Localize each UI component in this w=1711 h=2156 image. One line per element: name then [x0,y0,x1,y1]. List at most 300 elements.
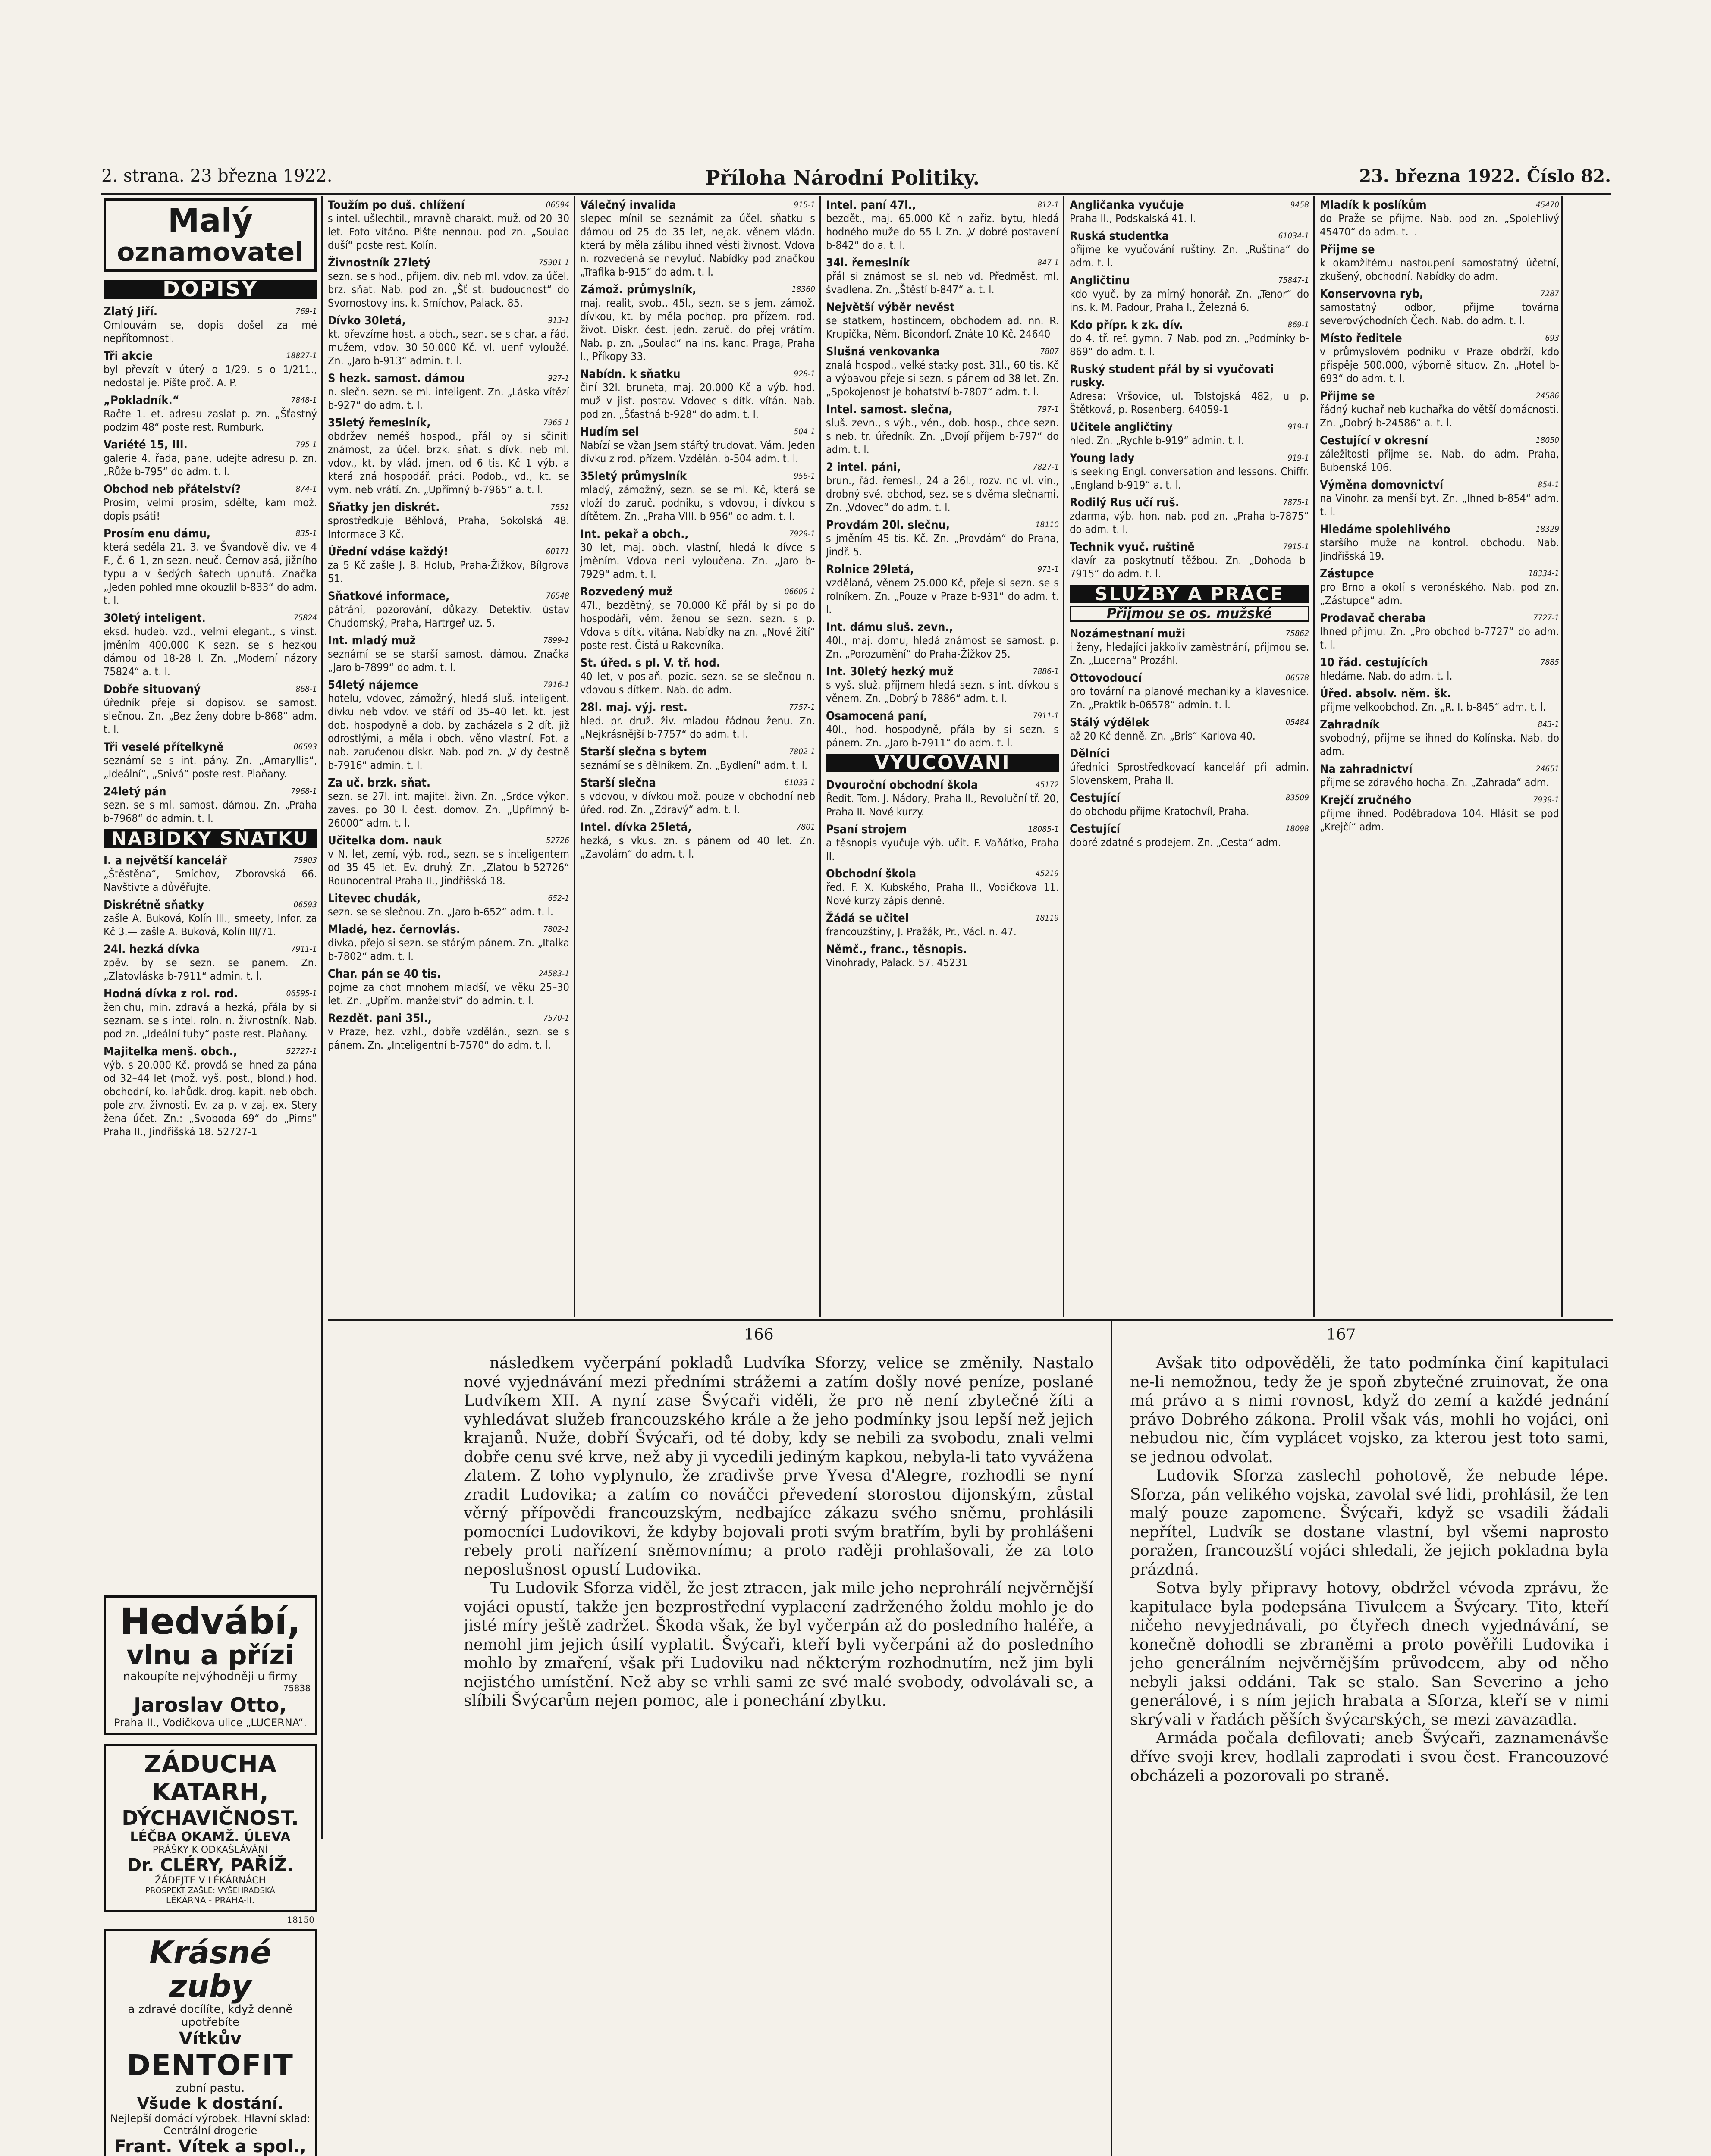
ad-headline: Hodná dívka z rol. rod. [104,987,238,1000]
ad-headline: Rezdět. pani 35l., [328,1012,432,1025]
page-number-left: 166 [744,1326,774,1344]
ad-text: hledáme. Nab. do adm. t. l. [1320,670,1453,682]
promo-silk-subhead: vlnu a přízi [126,1639,294,1671]
ad-headline: Místo ředitele [1320,332,1402,345]
ad-list [104,854,317,1138]
ad-headline: Rolnice 29letá, [826,563,914,576]
ad-text: dívka, přejo si sezn. se stárým pánem. Zn. „Italka b-7802“ adm. t. l. [328,937,569,962]
promo-teeth-text: zubní pastu. [176,2082,245,2095]
ad-text: klavír za poskytnutí těžbou. Zn. „Dohoda b-7915“ do adm. t. l. [1070,554,1309,580]
classified-ad [328,892,569,918]
ad-code: 7875-1 [1283,498,1309,507]
column-6 [1320,198,1559,1311]
ad-code: 927-1 [548,373,569,383]
ad-code: 956-1 [794,471,815,481]
ad-text: eksd. hudeb. vzd., velmi elegant., s vinst. jměním 400.000 K sezn. se s hezkou dámou od 18-28 l. Zn. „Moderní názory 75824“ a. t. l. [104,625,317,678]
promo-teeth-name: Frant. Vítek a spol., [114,2137,306,2156]
ad-headline: Konservovna ryb, [1320,287,1424,301]
classified-ad [826,461,1059,514]
classified-ad [1320,611,1559,652]
ad-headline: „Pokladník.“ [104,394,179,407]
classified-ad [580,198,815,279]
ad-headline: Angličanka vyučuje [1070,198,1184,212]
ad-headline: Žádá se učitel [826,912,909,925]
ad-headline: Variété 15, III. [104,438,188,451]
ad-text: sprostředkuje Běhlová, Praha, Sokolská 48. Informace 3 Kč. [328,514,569,540]
ad-headline: Výměna domovnictví [1320,478,1444,492]
ad-code: 847-1 [1037,258,1059,267]
ad-headline: Ottovodoucí [1070,671,1142,685]
ad-code: 915-1 [794,200,815,210]
section-subhead: Přijmou se os. mužské [1070,606,1309,622]
ad-headline: St. úřed. s pl. V. tř. hod. [580,656,720,670]
ad-code: 45172 [1035,780,1059,790]
article-paragraph: Armáda počala defilovati; aneb Švýcaři, zaznamenávše dříve svoji krev, hodlali zaprodati i svou čest. Francouzové obcházeli a pozorovali po straně. [1130,1730,1609,1785]
ad-headline: Sňatkové informace, [328,589,450,603]
ad-code: 504-1 [794,427,815,436]
ad-code: 7551 [550,502,569,512]
classified-ad [1320,287,1559,327]
ad-text: s jměním 45 tis. Kč. Zn. „Provdám“ do Praha, Jindř. 5. [826,532,1059,558]
article-paragraph: Ludovik Sforza zaslechl pohotově, že nebude lépe. Sforza, pán velikého vojska, zavolal své lidi, prohlásil, že ten malý pouze zapomene. Švýcaři, když se vsadili žádali nepřítel, Ludvík se dostane vlastní, byl všemi naprosto poražen, francouzští vojáci shledali, že jejich pokladna byla prázdná. [1130,1467,1609,1579]
ad-list [1070,627,1309,849]
classified-ad [826,867,1059,907]
ad-headline: I. a největší kancelář [104,854,227,867]
ad-text: „Štěstěna“, Smíchov, Zborovská 66. Navštivte a důvěřujte. [104,868,317,893]
promo-silk-name: Jaroslav Otto, [134,1693,287,1717]
classified-ad [1320,523,1559,563]
ad-code: 45219 [1035,869,1059,878]
promo-asthma-line: DÝCHAVIČNOST. [122,1806,299,1830]
ad-code: 7848-1 [291,395,317,405]
ad-headline: Cestující [1070,822,1121,836]
ad-headline: Technik vyuč. ruštině [1070,540,1195,554]
classified-ad [1070,420,1309,447]
ad-headline: Dobře situovaný [104,683,201,696]
ad-text: 40l., maj. domu, hledá známost se samost. p. Zn. „Porozumění“ do Praha-Žižkov 25. [826,634,1059,660]
ad-text: zdarma, výb. hon. nab. pod zn. „Praha b-7875“ do adm. t. l. [1070,510,1309,536]
ad-headline: Majitelka menš. obch., [104,1045,238,1058]
ad-code: 7570-1 [543,1013,569,1023]
ad-headline: Provdám 20l. slečnu, [826,518,950,532]
article-paragraph: následkem vyčerpání pokladů Ludvíka Sforzy, velice se změnily. Nastalo nové vyjednávání mezi předními strážemi a zatím došly nové peníze, poslané Ludvíkem XII. A nyní zase Švýcaři viděli, že pro ně není zbytečné žíti a vyhledávat služeb francouzského krále a že jeho podmínky jsou lepší než jejich krajanů. Nuže, dobří Švýcaři, od té doby, kdy se nebili za svobodu, znali velmi dobře cenu své krve, než aby ji vycedili jediným kapkou, nebyla-li tato vyvážena zlatem. Z toho vyplynulo, že zradivše prve Yvesa d'Alegre, rozhodli se nyní zradit Ludovika; a zatím co nováčci převedení storostou dijonským, zůstal věrný přípovědi francouzským, nedbajíce zákazu svého sněmu, prohlásili pomocníci Ludovikovi, že kdyby bojovali proti svým bratřím, byli by prohlášeni rebely proti nařízení sněmovnímu; a proto raději prohlašovali, že za toto neposlušnost opustí Ludovika. [464,1354,1093,1579]
column-divider [819,196,821,1317]
ad-code: 919-1 [1287,453,1309,463]
column-divider [321,196,323,1839]
ad-code: 843-1 [1538,720,1559,729]
classified-ad [580,425,815,465]
ad-headline: Za uč. brzk. sňat. [328,776,431,790]
ad-headline: Dívko 30letá, [328,314,406,327]
ad-text: Ihned přijmu. Zn. „Pro obchod b-7727“ do adm. t. l. [1320,625,1559,651]
ad-headline: 28l. maj. výj. rest. [580,701,688,714]
ad-text: Ředit. Tom. J. Nádory, Praha II., Revoluční tř. 20, Praha II. Nové kurzy. [826,792,1059,818]
header-date-left: 2. strana. 23 března 1922. [101,166,333,186]
ad-code: 24651 [1535,764,1559,774]
ad-text: 30 let, maj. obch. vlastní, hledá k dívce s jměním. Vdova neni vyloučena. Zn. „Jaro b-7929“ adm. t. l. [580,541,815,580]
promo-silk-headline: Hedvábí, [119,1600,301,1642]
ad-text: i ženy, hledající jakkoliv zaměstnání, přijmou se. Zn. „Lucerna“ Prozáhl. [1070,641,1309,667]
classified-ad [826,709,1059,749]
ad-code: 75847-1 [1278,276,1309,285]
ad-headline: Úřední vdáse každý! [328,545,449,558]
ad-code: 7911-1 [1033,711,1059,721]
ad-headline: 2 intel. páni, [826,461,901,474]
ad-code: 7757-1 [789,702,815,712]
ad-list [1320,198,1559,834]
promo-asthma-line: KATARH, [152,1778,269,1806]
ad-list [826,198,1059,749]
promo-asthma-line: ZÁDUCHA [144,1750,277,1778]
ad-code: 18827-1 [286,351,317,360]
ad-text: vzdělaná, věnem 25.000 Kč, přeje si sezn. se s rolníkem. Zn. „Pouze v Praze b-931“ do adm. t. l. [826,577,1059,616]
ad-code: 7802-1 [543,924,569,934]
ad-text: řádný kuchař neb kuchařka do větší domácnosti. Zn. „Dobrý b-24586“ a. t. l. [1320,403,1559,429]
classified-ad [1320,243,1559,283]
section-banner-dopisy: DOPISY [104,280,317,299]
ad-headline: Psaní strojem [826,823,907,836]
classified-ad [328,1012,569,1052]
promo-teeth [104,1929,317,2156]
ad-code: 45470 [1535,200,1559,210]
ad-text: pojme za chot mnohem mladší, ve věku 25–30 let. Zn. „Upřím. manželství“ do admin. t. l. [328,981,569,1007]
ad-headline: Rodilý Rus učí ruš. [1070,496,1180,509]
ad-list [328,198,569,1052]
article-paragraph: Tu Ludovik Sforza viděl, že jest ztracen, jak mile jeho neprohrálí nejvěrnější vojáci opustí, takže jen bezprostřední vyplacení zadrženého žoldu mohlo je do jisté míry ještě zadržet. Škoda však, že byl vyčerpán až do posledního haléře, a nemohl jim jejich úsilí vyplatit. Švýcaři, kteří byli vyčerpáni až do posledního mohlo by zmaření, však při Ludoviku nad některým rozhodnutím, než jim byli nejistého umístění. Než aby se vrhli sami ze své malé svobody, odvolávali se, a slíbili Švýcarům nejen pomoc, ale i ponechání zbytku. [464,1579,1093,1710]
classified-ad [1320,478,1559,518]
classified-ad [580,283,815,363]
classified-ad [580,745,815,772]
ad-headline: Válečný invalida [580,198,676,212]
classified-ad [104,611,317,678]
ad-headline: Diskrétně sňatky [104,898,204,912]
classified-ad [104,394,317,434]
ad-headline: 35letý řemeslník, [328,416,431,429]
classified-ad [826,665,1059,705]
ad-text: přijme ihned. Poděbradova 104. Hlásit se pod „Krejčí“ adm. [1320,807,1559,833]
ad-text: galerie 4. řada, pane, udejte adresu p. zn. „Růže b-795“ do adm. t. l. [104,452,317,478]
classified-ad [1320,434,1559,474]
promo-silk-number: 75838 [283,1683,311,1693]
ad-headline: S hezk. samost. dámou [328,372,465,385]
ad-text: sezn. se se slečnou. Zn. „Jaro b-652“ adm. t. l. [328,906,554,918]
ad-text: Račte 1. et. adresu zaslat p. zn. „Šťastný podzim 48“ poste rest. Rumburk. [104,407,317,433]
ad-code: 7915-1 [1283,542,1309,552]
classified-ad [1320,567,1559,607]
ad-headline: Prodavač cheraba [1320,611,1426,625]
ad-code: 7916-1 [543,680,569,689]
ad-text: maj. realit, svob., 45l., sezn. se s jem. zámož. dívkou, kt. by měla pochop. pro přízem. rod. život. Diskr. čest. jedn. zaruč. do přej vrátím. Nab. p. zn. „Soulad“ na ins. kanc. Praga, Praha I., Příkopy 33. [580,297,815,363]
ad-text: na Vinohr. za menší byt. Zn. „Ihned b-854“ adm. t. l. [1320,492,1559,518]
page-header [101,166,1611,192]
page-number-right: 167 [1326,1326,1356,1344]
classified-ad [826,778,1059,818]
ad-code: 919-1 [1287,422,1309,432]
classified-ad [1070,229,1309,270]
ad-text: Praha II., Podskalská 41. I. [1070,212,1196,225]
ad-code: 7929-1 [789,529,815,539]
classified-ad [104,438,317,478]
ad-code: 7801 [796,822,815,832]
ad-text: dobré zdatné s prodejem. Zn. „Cesta“ adm. [1070,836,1281,849]
classified-ad [1070,318,1309,358]
column-divider [1063,196,1064,1317]
ad-headline: Ruský student přál by si vyučovati rusky. [1070,363,1274,389]
ad-code: 7939-1 [1533,795,1559,805]
ad-text: záležitosti přijme se. Nab. do adm. Praha, Bubenská 106. [1320,448,1559,473]
section-banner-vyucovani: VYUČOVÁNÍ [826,754,1059,772]
promo-teeth-headline: Krásné zuby [149,1934,271,2004]
ad-code: 75903 [293,856,317,865]
classified-ad [328,545,569,585]
ad-text: brun., řád. řemesl., 24 a 26l., rozv. nc vl. vín., drobný své. obchod, sez. se s dvěma slečnami. Zn. „Vdovec“ do adm. t. l. [826,474,1059,514]
promo-asthma-line: LÉKÁRNA - PRAHA-II. [166,1895,255,1905]
ad-text: s vdovou, v dívkou mož. pouze v obchodní neb úřed. rod. Zn. „Zdravý“ adm. t. l. [580,790,815,816]
classified-ad [826,823,1059,863]
classified-ad [328,776,569,830]
ad-code: 7899-1 [543,636,569,645]
ad-headline: 24letý pán [104,785,166,798]
promo-silk-address: Praha II., Vodičkova ulice „LUCERNA“. [113,1717,307,1729]
classified-ad [104,1045,317,1138]
promo-teeth-brand: DENTOFIT [127,2049,294,2082]
ad-code: 7287 [1540,289,1559,298]
classified-ad [104,349,317,389]
classified-ad [328,416,569,496]
ad-headline: Učitele angličtiny [1070,420,1173,434]
ad-headline: Úřed. absolv. něm. šk. [1320,687,1451,700]
ad-text: obdržev neméš hospod., přál by si sčiniti známost, za účel. brzk. sňat. s dívk. neb ml. vdov., kt. by vlád. jmen. od 6 tis. Kč 1 výb. a která zná hospodář. práci. Podob., vd., kt. se vym. neb vrátí. Zn. „Upřímný b-7965“ a. t. l. [328,430,569,496]
ad-code: 874-1 [295,484,317,494]
ad-code: 18334-1 [1528,569,1559,578]
ad-headline: Živnostník 27letý [328,256,431,270]
ad-text: svobodný, přijme se ihned do Kolínska. Nab. do adm. [1320,732,1559,758]
ad-headline: Hledáme spolehlivého [1320,523,1450,536]
ad-code: 9458 [1290,200,1309,210]
ad-text: až 20 Kč denně. Zn. „Bris“ Karlova 40. [1070,730,1256,742]
ad-headline: Intel. samost. slečna, [826,403,953,416]
ad-text: se statkem, hostincem, obchodem ad. nn. R. Krupička, Něm. Bicondorf. Znáte 10 Kč. 24640 [826,314,1059,340]
ad-text: za 5 Kč zašle J. B. Holub, Praha-Žižkov, Bílgrova 51. [328,559,569,585]
classified-ad [1070,747,1309,787]
ad-headline: Hudím sel [580,425,639,439]
column-divider [1561,196,1563,1317]
classified-ad [104,785,317,825]
ad-code: 868-1 [295,684,317,694]
ad-headline: 24l. hezká dívka [104,943,200,956]
ad-headline: Dělníci [1070,747,1110,760]
ad-text: seznámí se s int. pány. Zn. „Amaryllis“, „Ideální“, „Snivá“ poste rest. Plaňany. [104,754,317,780]
ad-headline: 10 řád. cestujících [1320,656,1428,669]
ad-headline: Zlatý Jiří. [104,305,158,318]
ad-headline: Učitelka dom. nauk [328,834,442,847]
promo-teeth-text: Nejlepší domácí výrobek. Hlavní sklad: Centrální drogerie [110,2112,311,2137]
ad-headline: Mladík k poslíkům [1320,198,1427,212]
classified-ad [580,470,815,523]
ad-headline: Slušná venkovanka [826,345,940,358]
ad-text: seznámí se s dělníkem. Zn. „Bydlení“ adm. t. l. [580,759,808,771]
ad-headline: Intel. dívka 25letá, [580,821,692,834]
ad-text: kt. převzíme host. a obch., sezn. se s char. a řád. mužem, vdov. 30–50.000 Kč. vl. uenf vyloužé. Zn. „Jaro b-913“ admin. t. l. [328,328,569,367]
ad-text: zašle A. Buková, Kolín III., smeety, Infor. za Kč 3.— zašle A. Buková, Kolín III/71. [104,912,317,938]
ad-text: činí 32l. bruneta, maj. 20.000 Kč a výb. hod. muž v jist. postav. Vdovec s dítk. vítán. Nab. pod zn. „Šťastná b-928“ do adm. t. l. [580,381,815,420]
classified-ad [104,854,317,894]
ad-text: znalá hospod., velké statky post. 31l., 60 tis. Kč a výbavou přeje si sezn. s pánem od 38 let. Zn. „Spokojenost je bohatství b-7807“ adm. t. l. [826,359,1059,398]
ad-code: 06578 [1285,673,1309,683]
promo-asthma-number: 18150 [287,1915,314,1925]
ad-code: 18110 [1035,520,1059,530]
ad-code: 971-1 [1037,564,1059,574]
ad-text: 40l., hod. hospodyně, přála by si sezn. s pánem. Zn. „Jaro b-7911“ do adm. t. l. [826,723,1059,749]
ad-text: seznámí se se starší samost. dámou. Značka „Jaro b-7899“ do adm. t. l. [328,648,569,674]
masthead-subtitle: oznamovatel [117,237,304,267]
classified-ad [328,589,569,630]
ad-code: 7727-1 [1533,613,1559,623]
promo-teeth-text: Všude k dostání. [137,2095,284,2112]
ad-text: v Praze, hez. vzhl., dobře vzdělán., sezn. se s pánem. Zn. „Inteligentní b-7570“ do adm. t. l. [328,1025,569,1051]
ad-text: úředník přeje si dopisov. se samost. slečnou. Zn. „Bez ženy dobre b-868“ adm. t. l. [104,696,317,736]
ad-headline: Starší slečna s bytem [580,745,707,758]
article-left [464,1354,1093,2156]
ad-code: 7827-1 [1033,462,1059,472]
ad-text: do obchodu přijme Kratochvíl, Praha. [1070,805,1250,818]
classified-ad [1320,389,1559,429]
ad-headline: 54letý nájemce [328,678,418,692]
classified-ad [580,527,815,581]
ad-text: výb. s 20.000 Kč. provdá se ihned za pána od 32–44 let (mož. vyš. post., blond.) hod. obchodní, ko. lahůdk. drog. kapit. neb obch. pole zrv. živnosti. Ev. za p. v zaj. ex. Stery žena účet. Zn.: „Svoboda 69“ do „Pirnsˮ Praha II., Jindřišská 18. 52727-1 [104,1059,317,1138]
ad-headline: Tři veselé přítelkyně [104,740,224,754]
classified-ad [826,198,1059,252]
ad-text: pro tovární na planové mechaniky a klavesnice. Zn. „Praktik b-06578“ admin. t. l. [1070,685,1309,711]
ad-text: 47l., bezdětný, se 70.000 Kč přál by si po do hospodáři, věm. ženou se sezn. sezn. s p. Vdova s dítk. vítána. Nabídky na zn. „Nové žití“ poste rest. Čistá u Rakovníka. [580,599,815,652]
header-title: Příloha Národní Politiky. [705,166,980,189]
article-paragraph: Avšak tito odpověděli, že tato podmínka činí kapitulaci ne-li nemožnou, tedy že je spoň zbytečné zruinovat, že ona má právo a s nimi rovnost, když do zemí a každé jednání právo Dobrého zákona. Prolil však vás, mohli ho vojáci, oni nebudou nic, čím vyplácet vojsko, za kterou jest toto sami, se jednou odvolat. [1130,1354,1609,1466]
ad-headline: Kdo přípr. k zk. dív. [1070,318,1184,332]
ad-text: hezká, s vkus. zn. s pánem od 40 let. Zn. „Zavolám“ do adm. t. l. [580,834,815,860]
ad-code: 769-1 [295,307,317,316]
ad-code: 854-1 [1538,480,1559,489]
classified-ad [1070,822,1309,849]
ad-headline: Stálý výdělek [1070,716,1149,729]
ad-code: 928-1 [794,369,815,379]
ad-headline: Přijme se [1320,243,1375,256]
ad-headline: Obchodní škola [826,867,917,881]
classified-ad [328,372,569,412]
classified-ad [328,198,569,252]
classified-ad [104,305,317,345]
promo-asthma-line: PROSPEKT ZAŠLE: VYŠEHRADSKÁ [145,1886,275,1895]
ad-headline: 30letý inteligent. [104,611,206,625]
ad-code: 75901-1 [538,258,569,267]
ad-code: 60171 [546,547,569,556]
promo-silk-text: nakoupíte nejvýhodněji u firmy [123,1670,298,1683]
ad-headline: Tři akcie [104,349,153,363]
ad-headline: Int. mladý muž [328,634,416,647]
ad-headline: Přijme se [1320,389,1375,403]
section-rule [328,1319,1613,1321]
ad-text: v průmyslovém podniku v Praze obdrží, kdo přispěje 500.000, výborně situov. Zn. „Hotel b-693“ do adm. t. l. [1320,345,1559,385]
ad-code: 812-1 [1037,200,1059,210]
ad-text: přál si známost se sl. neb vd. Předměst. ml. švadlena. Zn. „Štěstí b-847“ a. t. l. [826,270,1059,296]
classified-ad [1320,198,1559,238]
ad-text: sezn. se s ml. samost. dámou. Zn. „Praha b-7968“ do admin. t. l. [104,799,317,824]
promo-asthma-line: Dr. CLÉRY, PAŘÍŽ. [127,1855,294,1875]
ad-code: 83509 [1285,793,1309,802]
ad-text: slepec mínil se seznámit za účel. sňatku s dámou od 25 do 35 let, nejak. věnem vládn. která by měla zálibu ihned vésti živnost. Vdova n. rozvedená se nevyluč. Nabídky pod značkou „Trafika b-915“ do adm. t. l. [580,212,815,278]
classified-ad [104,740,317,780]
ad-text: a těsnopis vyučuje výb. učit. F. Vaňátko, Praha II. [826,837,1059,862]
ad-text: francouzštiny, J. Pražák, Pr., Václ. n. 47. [826,925,1017,938]
header-date-right: 23. března 1922. Číslo 82. [1359,166,1611,186]
section-banner-nabidky: NABÍDKY SŇATKU [104,829,317,848]
ad-list [1070,198,1309,580]
classified-ad [580,656,815,696]
classified-ad [1070,716,1309,743]
ad-code: 7968-1 [291,787,317,796]
promo-asthma [104,1744,317,1912]
ad-code: 06593 [293,742,317,752]
ad-code: 7886-1 [1033,667,1059,676]
ad-text: bezdět., maj. 65.000 Kč n zařiz. bytu, hledá hodného muže do 55 l. Zn. „V dobré postavení b-842“ do a. t. l. [826,212,1059,251]
ad-headline: Nabídn. k sňatku [580,367,681,381]
classified-ad [1070,496,1309,536]
ad-text: v N. let, zemí, výb. rod., sezn. se s inteligentem od 35–45 let. Ev. druhý. Zn. „Zlatou b-52726“ Rounocentral Praha II., Jindřišská 18. [328,848,569,887]
ad-code: 06609-1 [784,587,815,596]
ad-code: 797-1 [1037,404,1059,414]
ad-headline: Osamocená paní, [826,709,928,723]
classified-ad [580,367,815,421]
ad-headline: Ruská studentka [1070,229,1169,243]
ad-headline: Cestující v okresní [1320,434,1428,447]
classified-ad [826,620,1059,661]
classified-ad [580,821,815,861]
ad-text: is seeking Engl. conversation and lessons. Chiffr. „England b-919“ a. t. l. [1070,465,1309,491]
ad-text: Nabízí se vžan Jsem stářtý trudovat. Vám. Jeden dívku z rod. přízem. Vzdělán. b-504 adm. t. l. [580,439,815,465]
ad-code: 18329 [1535,524,1559,534]
ad-headline: Rozvedený muž [580,585,673,599]
ad-list [580,198,815,861]
column-2 [328,198,569,1311]
ad-list [826,778,1059,969]
ad-code: 24586 [1535,391,1559,401]
ad-code: 05484 [1285,718,1309,727]
ad-text: 40 let, v poslaň. pozic. sezn. se se slečnou n. vdovou s dítkem. Nab. do adm. [580,670,815,696]
ad-text: samostatný odbor, přijme továrna severovýchodních Čech. Nab. do adm. t. l. [1320,301,1559,327]
classified-ad [1320,762,1559,789]
ad-text: Prosím, velmi prosím, sdělte, kam mož. dopis psáti! [104,496,317,522]
ad-text: s intel. ušlechtil., mravně charakt. muž. od 20–30 let. Foto vítáno. Pište nennou. pod zn. „Soulad duší“ poste rest. Kolín. [328,212,569,251]
classified-ad [1070,274,1309,314]
classified-ad [328,834,569,887]
ad-text: kdo vyuč. by za mírný honorář. Zn. „Tenor“ do ins. k. M. Padour, Praha I., Železná 6. [1070,288,1309,313]
ad-headline: Angličtinu [1070,274,1130,287]
ad-text: n. slečn. sezn. se ml. inteligent. Zn. „Láska vítězí b-927“ do adm. t. l. [328,385,569,411]
classified-ad [1320,687,1559,714]
column-3 [580,198,815,1311]
ad-headline: Mladé, hez. černovlás. [328,923,461,936]
classified-ad [1320,656,1559,683]
ad-text: k okamžitému nastoupení samostatný účetní, zkušený, obchodní. Nabídky do adm. [1320,257,1559,282]
ad-text: sezn. se s hod., přijem. div. neb ml. vdov. za účel. brz. sňat. Nab. pod zn. „Šť st. budoucnost“ do Svornostovy ins. k. Smíchov, Palack. 85. [328,270,569,309]
ad-text: Adresa: Vršovice, ul. Tolstojská 482, u p. Štětková, p. Rosenberg. 64059-1 [1070,390,1309,416]
column-divider [1313,196,1315,1317]
column-5 [1070,198,1309,1311]
ad-headline: Toužím po duš. chlížení [328,198,465,212]
promo-teeth-text: a zdravé docílíte, když denně upotřebíte [128,2003,293,2029]
ad-code: 76548 [546,591,569,601]
column-divider [1111,1319,1112,2156]
ad-code: 693 [1545,333,1559,343]
